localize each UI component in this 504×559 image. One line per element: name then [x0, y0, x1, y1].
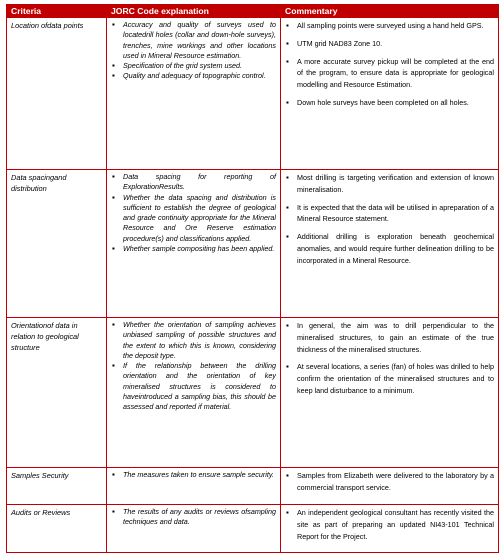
commentary-item: ▪ It is expected that the data will be utilised in apreparation of a Mineral Resource statement.: [285, 202, 494, 226]
explanation-cell: [107, 468, 281, 505]
commentary-item: ▪ A more accurate survey pickup will be completed at the end of the program, to ensure data is appropriate for geological modelling and Resource Estimation.: [285, 56, 494, 91]
criteria-cell: Data spacingand distribution: [7, 170, 107, 318]
header-row: [7, 5, 499, 18]
criteria-cell: Location ofdata points: [7, 18, 107, 170]
commentary-cell: [281, 170, 499, 318]
commentary-item: ▪ Additional drilling is exploration beneath geochemical anomalies, and would require further delineation drilling to be incorporated in a Mineral Resource.: [285, 231, 494, 266]
table-row: [7, 468, 499, 505]
header-commentary: Commentary: [281, 5, 499, 18]
criteria-cell: Audits or Reviews: [7, 505, 107, 553]
commentary-item: ▪ In general, the aim was to drill perpendicular to the mineralised structures, to gain an estimate of the true thickness of the mineralised structures.: [285, 320, 494, 355]
explanation-item: ▪ Specification of the grid system used.: [111, 61, 276, 71]
explanation-cell: [107, 505, 281, 553]
jorc-table: [6, 4, 499, 553]
commentary-cell: [281, 18, 499, 170]
explanation-cell: [107, 170, 281, 318]
commentary-item: ▪ Samples from Elizabeth were delivered to the laboratory by a commercial transport service.: [285, 470, 494, 494]
explanation-item: ▪ Accuracy and quality of surveys used to locatedrill holes (collar and down-hole surveys), trenches, mine workings and other locations used in Mineral Resource estimation.: [111, 20, 276, 61]
commentary-cell: [281, 468, 499, 505]
commentary-item: ▪ Down hole surveys have been completed on all holes.: [285, 97, 494, 109]
explanation-item: ▪ Whether sample compositing has been applied.: [111, 244, 276, 254]
explanation-item: ▪ Data spacing for reporting of ExplorationResults.: [111, 172, 276, 193]
criteria-cell: Orientationof data in relation to geological structure: [7, 318, 107, 468]
explanation-item: ▪ Quality and adequacy of topographic control.: [111, 71, 276, 81]
explanation-item: ▪ Whether the data spacing and distribution is sufficient to establish the degree of geological and grade continuity appropriate for the Mineral Resource and Ore Reserve estimation procedure(s) and classifications applied.: [111, 193, 276, 244]
header-criteria: Criteria: [7, 5, 107, 18]
commentary-cell: [281, 505, 499, 553]
explanation-item: ▪ Whether the orientation of sampling achieves unbiased sampling of possible structures and the extent to which this is known, considering the deposit type.: [111, 320, 276, 361]
table-row: [7, 170, 499, 318]
commentary-item: ▪ UTM grid NAD83 Zone 10.: [285, 38, 494, 50]
table-row: [7, 318, 499, 468]
commentary-item: ▪ At several locations, a series (fan) of holes was drilled to help confirm the orientation of the mineralised structures and to keep land disturbance to a minimum.: [285, 361, 494, 396]
explanation-item: ▪ If the relationship between the drilling orientation and the orientation of key mineralised structures is considered to haveintroduced a sampling bias, this should be assessed and reported if material.: [111, 361, 276, 412]
commentary-item: ▪ All sampling points were surveyed using a hand held GPS.: [285, 20, 494, 32]
explanation-item: ▪ The measures taken to ensure sample security.: [111, 470, 276, 480]
header-explanation: JORC Code explanation: [107, 5, 281, 18]
criteria-cell: Samples Security: [7, 468, 107, 505]
commentary-item: ▪ Most drilling is targeting verification and extension of known mineralisation.: [285, 172, 494, 196]
explanation-cell: [107, 18, 281, 170]
explanation-item: ▪ The results of any audits or reviews ofsampling techniques and data.: [111, 507, 276, 528]
explanation-cell: [107, 318, 281, 468]
table-row: [7, 18, 499, 170]
commentary-cell: [281, 318, 499, 468]
commentary-item: ▪ An independent geological consultant has recently visited the site as part of preparing an updated NI43-101 Technical Report for the Project.: [285, 507, 494, 542]
table-row: [7, 505, 499, 553]
